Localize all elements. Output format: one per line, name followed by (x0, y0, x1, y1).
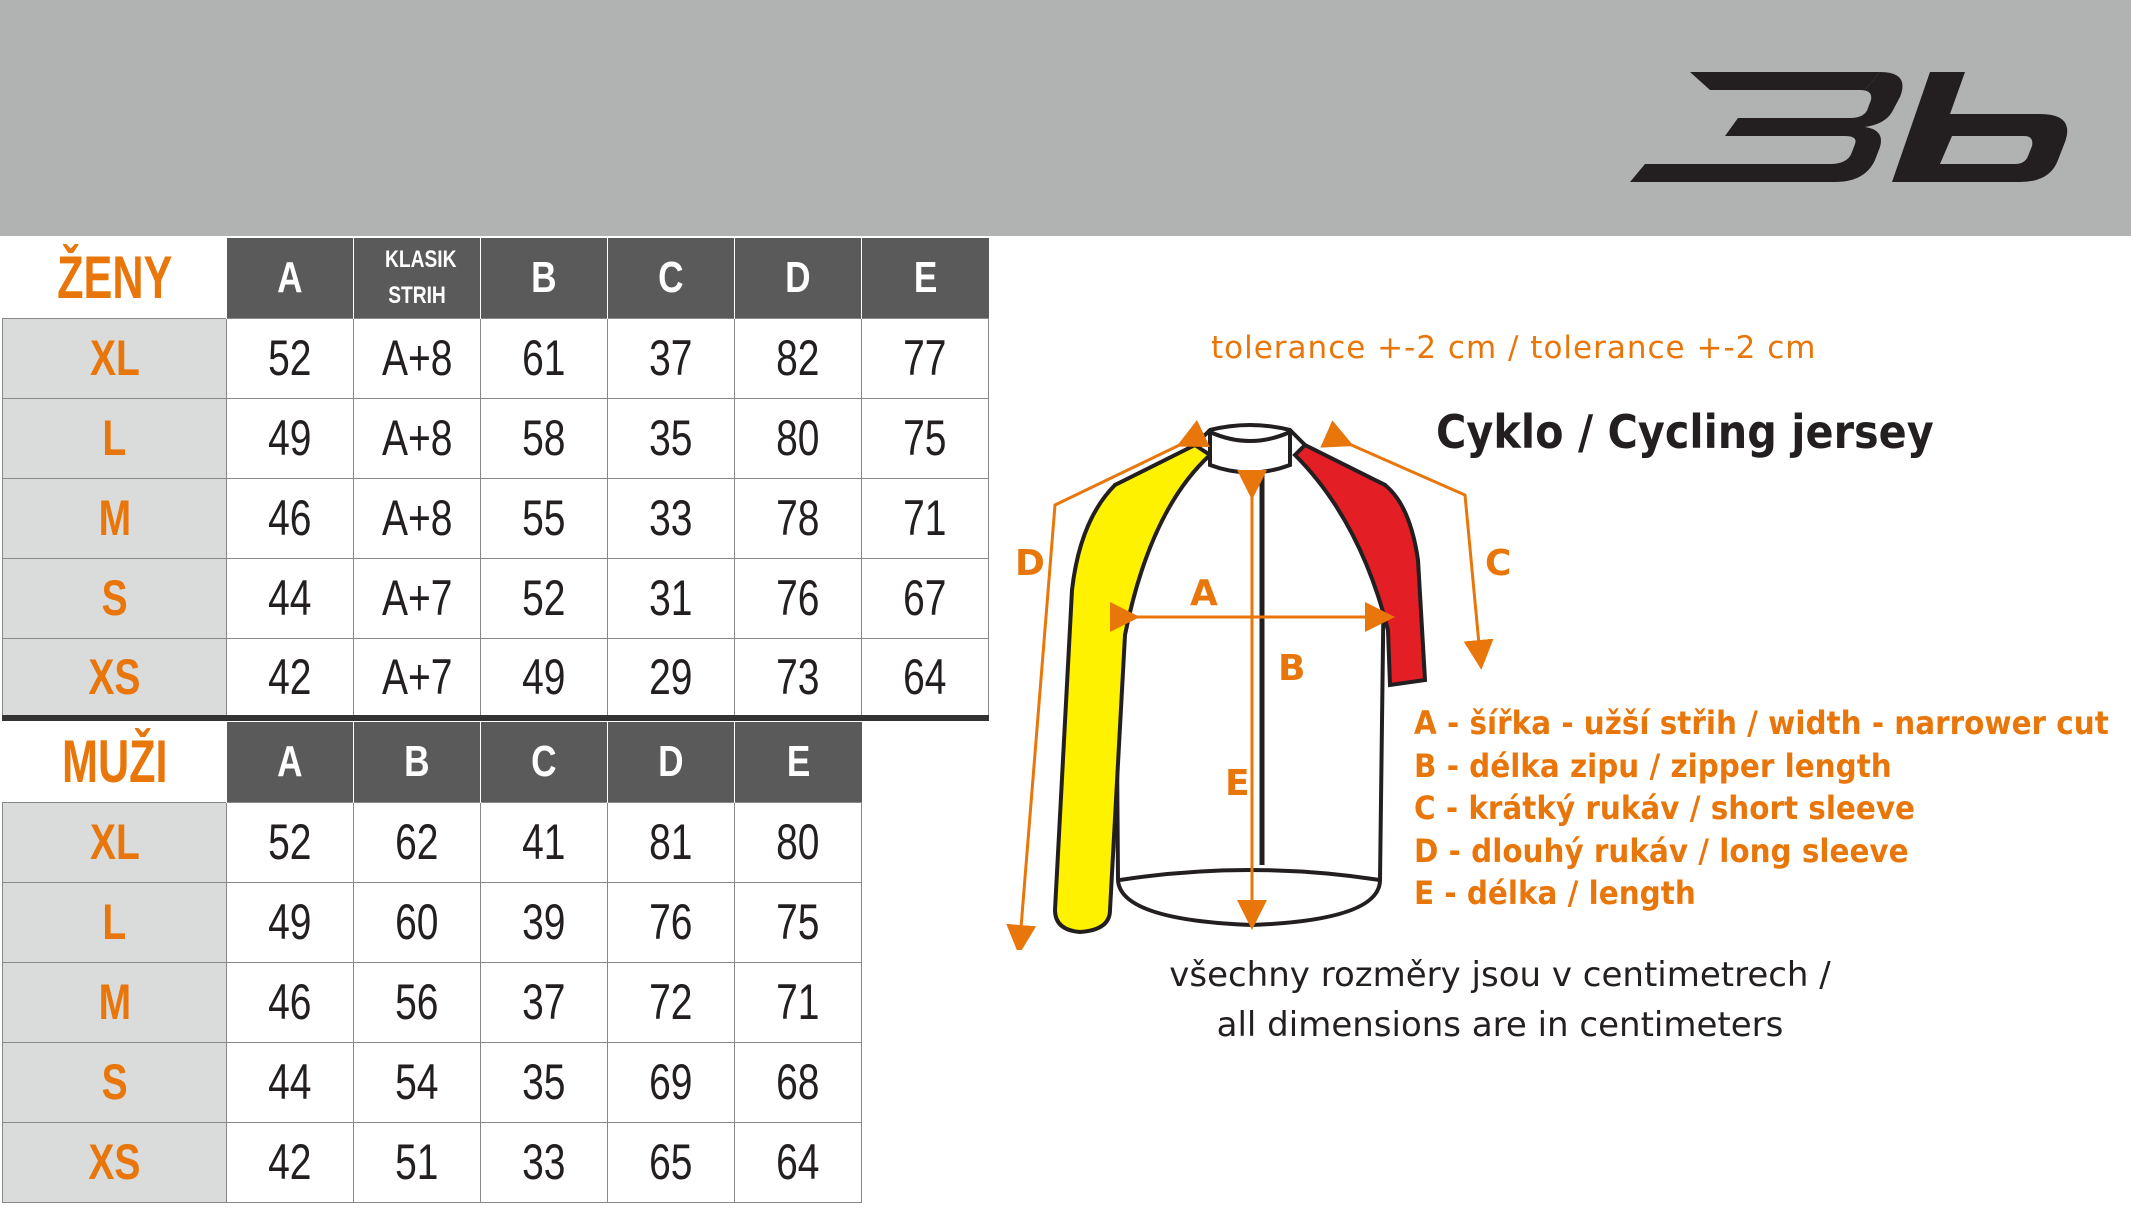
table-cell: 67 (862, 558, 989, 638)
table-cell: 52 (481, 558, 608, 638)
table-cell: A+7 (354, 558, 481, 638)
table-cell: 64 (862, 638, 989, 718)
table-cell: 62 (354, 802, 481, 882)
table-cell: 75 (735, 882, 862, 962)
column-header-c: C (608, 238, 735, 318)
size-label: S (3, 558, 227, 638)
table-cell: 60 (354, 882, 481, 962)
legend-item-b: B - délka zipu / zipper length (1414, 746, 1892, 785)
table-cell: 51 (354, 1122, 481, 1202)
diagram-label-c: C (1485, 543, 1512, 584)
table-cell: 78 (735, 478, 862, 558)
legend-item-c: C - krátký rukáv / short sleeve (1414, 789, 1915, 827)
size-label: M (3, 478, 227, 558)
table-cell: 72 (608, 962, 735, 1042)
table-cell: 49 (481, 638, 608, 718)
women-table-title: ŽENY (3, 238, 227, 318)
table-cell: 52 (227, 802, 354, 882)
size-label: M (3, 962, 227, 1042)
table-cell: 52 (227, 318, 354, 398)
brand-logo-3b (1630, 72, 2070, 182)
diagram-label-e: E (1225, 763, 1250, 804)
table-cell: 49 (227, 882, 354, 962)
table-cell: 39 (481, 882, 608, 962)
men-size-table (2, 722, 862, 1203)
table-cell: 76 (735, 558, 862, 638)
table-cell: 44 (227, 1042, 354, 1122)
table-row (3, 1122, 862, 1202)
diagram-label-a: A (1190, 573, 1218, 614)
table-cell: 80 (735, 398, 862, 478)
table-cell: 68 (735, 1042, 862, 1122)
table-row (3, 882, 862, 962)
table-row (3, 802, 862, 882)
table-cell: 56 (354, 962, 481, 1042)
table-cell: 46 (227, 478, 354, 558)
table-cell: 54 (354, 1042, 481, 1122)
column-header-a: A (227, 722, 354, 802)
table-row (3, 478, 989, 558)
units-note-line-1: všechny rozměry jsou v centimetrech / (1169, 955, 1831, 995)
table-cell: 31 (608, 558, 735, 638)
table-cell: 64 (735, 1122, 862, 1202)
product-title: Cyklo / Cycling jersey (1436, 405, 1934, 459)
measurement-legend (1414, 702, 2131, 915)
size-label: XS (3, 638, 227, 718)
table-cell: A+8 (354, 478, 481, 558)
legend-item-a: A - šířka - užší střih / width - narrower cut (1414, 704, 2109, 742)
tolerance-note: tolerance +-2 cm / tolerance +-2 cm (1211, 330, 1817, 366)
table-cell: 80 (735, 802, 862, 882)
table-row (3, 318, 989, 398)
table-cell: 73 (735, 638, 862, 718)
diagram-label-b: B (1278, 648, 1306, 689)
table-cell: 49 (227, 398, 354, 478)
table-cell: 33 (481, 1122, 608, 1202)
column-header-c: C (481, 722, 608, 802)
table-cell: 61 (481, 318, 608, 398)
table-cell: 76 (608, 882, 735, 962)
diagram-label-d: D (1015, 543, 1045, 584)
table-cell: 69 (608, 1042, 735, 1122)
table-row (3, 558, 989, 638)
table-cell: 29 (608, 638, 735, 718)
table-cell: 77 (862, 318, 989, 398)
column-header-a: A (227, 238, 354, 318)
table-cell: A+8 (354, 398, 481, 478)
header-banner (0, 0, 2131, 236)
table-cell: 42 (227, 1122, 354, 1202)
table-cell: 58 (481, 398, 608, 478)
table-cell: 44 (227, 558, 354, 638)
column-header-e: E (862, 238, 989, 318)
table-cell: 42 (227, 638, 354, 718)
units-note-line-2: all dimensions are in centimeters (1216, 1005, 1784, 1045)
size-label: L (3, 398, 227, 478)
table-cell: 65 (608, 1122, 735, 1202)
table-row (3, 638, 989, 718)
column-header-classic-cut: KLASIK STRIH (354, 238, 481, 318)
table-cell: 82 (735, 318, 862, 398)
table-cell: 71 (862, 478, 989, 558)
column-header-d: D (735, 238, 862, 318)
table-cell: 81 (608, 802, 735, 882)
table-cell: 75 (862, 398, 989, 478)
table-cell: 35 (481, 1042, 608, 1122)
men-table-title: MUŽI (3, 722, 227, 802)
size-label: L (3, 882, 227, 962)
table-cell: A+7 (354, 638, 481, 718)
table-cell: 37 (481, 962, 608, 1042)
table-cell: 41 (481, 802, 608, 882)
size-label: XL (3, 802, 227, 882)
table-cell: A+8 (354, 318, 481, 398)
size-label: S (3, 1042, 227, 1122)
size-label: XS (3, 1122, 227, 1202)
column-header-d: D (608, 722, 735, 802)
size-label: XL (3, 318, 227, 398)
table-row (3, 962, 862, 1042)
table-cell: 37 (608, 318, 735, 398)
column-header-b: B (481, 238, 608, 318)
table-row (3, 1042, 862, 1122)
column-header-b: B (354, 722, 481, 802)
table-cell: 33 (608, 478, 735, 558)
units-note (1100, 950, 1900, 1050)
table-row (3, 398, 989, 478)
table-cell: 46 (227, 962, 354, 1042)
table-cell: 71 (735, 962, 862, 1042)
women-size-table (2, 238, 989, 721)
legend-item-e: E - délka / length (1414, 874, 1696, 912)
legend-item-d: D - dlouhý rukáv / long sleeve (1414, 831, 1909, 870)
table-cell: 55 (481, 478, 608, 558)
table-cell: 35 (608, 398, 735, 478)
column-header-e: E (735, 722, 862, 802)
